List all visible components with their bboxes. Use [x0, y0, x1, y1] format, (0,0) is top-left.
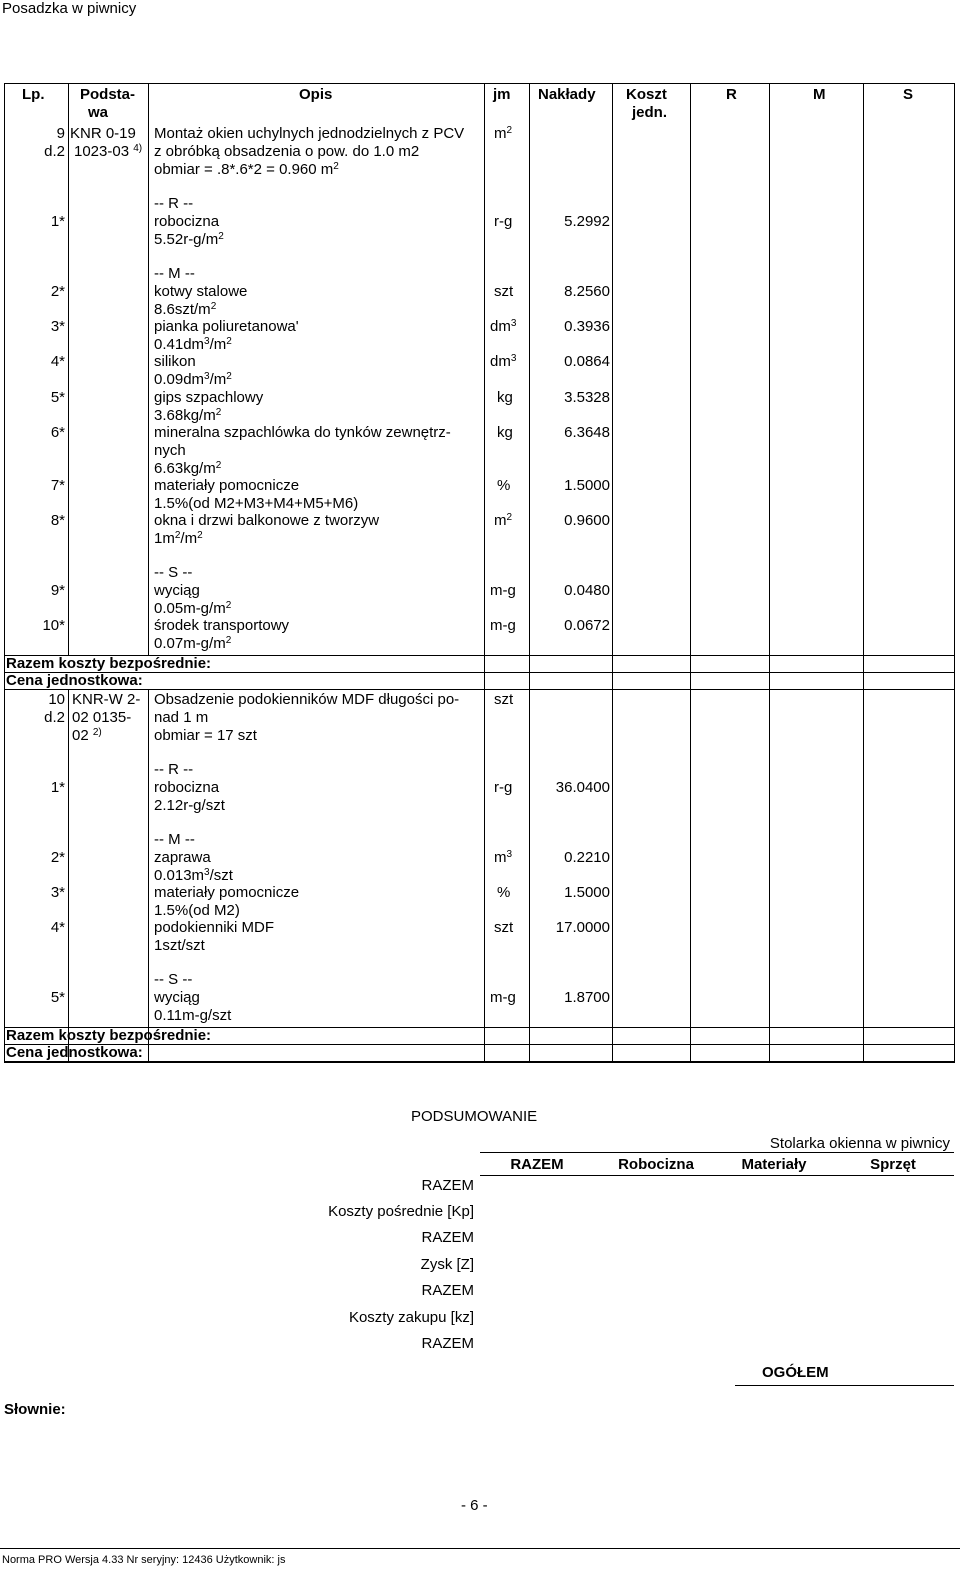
item-base-sup: 4)	[133, 143, 143, 154]
section-s: -- S --	[154, 564, 193, 581]
row-norm-sup: 2	[210, 301, 217, 312]
item-base: KNR 0-19	[70, 125, 136, 142]
row-norm: 1szt/szt	[154, 937, 205, 954]
item-desc-3-sup: 2	[333, 161, 339, 172]
item-base-2: 1023-03	[74, 143, 130, 160]
row-norm: 0.09dm	[154, 371, 205, 388]
row-jm: %	[497, 477, 511, 494]
item-base-2: 02 0135-	[72, 709, 132, 726]
row-lp: 8*	[50, 512, 65, 529]
row-norm-tail: /m	[180, 530, 198, 547]
row-norm-tail-sup: 2	[226, 371, 232, 382]
row-value: 5.2992	[564, 213, 610, 230]
summary-row: Zysk [Z]	[420, 1256, 474, 1273]
header-r: R	[726, 86, 737, 103]
row-norm: 2.12r-g/szt	[154, 797, 225, 814]
row-jm-sup: 2	[506, 512, 513, 523]
row-norm: 0.41dm	[154, 336, 205, 353]
row-jm: r-g	[494, 779, 513, 796]
row-norm-sup: 3	[204, 867, 210, 878]
footer: Norma PRO Wersja 4.33 Nr seryjny: 12436 Użytkownik: js	[2, 1554, 286, 1566]
page-title: Posadzka w piwnicy	[2, 0, 137, 17]
row-value: 1.5000	[564, 477, 610, 494]
row-lp: 2*	[50, 283, 65, 300]
page-number: - 6 -	[461, 1497, 488, 1514]
razem-koszty: Razem koszty bezpośrednie:	[6, 1027, 212, 1044]
row-lp: 4*	[50, 919, 65, 936]
row-lp: 5*	[50, 389, 65, 406]
row-norm: 8.6szt/m	[154, 301, 211, 318]
item-number-suffix: d.2	[44, 709, 65, 726]
row-norm: 5.52r-g/m	[154, 231, 219, 248]
row-name: robocizna	[154, 779, 220, 796]
summary-row: RAZEM	[421, 1282, 474, 1299]
row-norm-sup: 2	[215, 407, 222, 418]
cena-jednostkowa: Cena jednostkowa:	[6, 672, 143, 689]
row-value: 0.2210	[564, 849, 610, 866]
item-desc-3: obmiar = 17 szt	[154, 727, 257, 744]
row-lp: 3*	[50, 318, 65, 335]
header-naklady: Nakłady	[538, 86, 596, 103]
row-jm: m	[494, 512, 507, 529]
row-name: okna i drzwi balkonowe z tworzyw	[154, 512, 380, 529]
row-norm-sup: 2	[225, 600, 232, 611]
row-name: podokienniki MDF	[154, 919, 275, 936]
row-lp: 5*	[50, 989, 65, 1006]
row-name: materiały pomocnicze	[154, 477, 300, 494]
header-koszt-2: jedn.	[632, 104, 668, 121]
row-name: zaprawa	[154, 849, 211, 866]
item-number-suffix: d.2	[44, 143, 65, 160]
header-m: M	[813, 86, 826, 103]
row-norm-sup: 2	[225, 635, 232, 646]
item-base-3: 02	[72, 727, 89, 744]
summary-col-razem: RAZEM	[510, 1156, 564, 1173]
item-desc-2: nad 1 m	[154, 709, 209, 726]
row-norm: 6.63kg/m	[154, 460, 216, 477]
item-desc: Obsadzenie podokienników MDF długości po-	[154, 691, 460, 708]
item-base: KNR-W 2-	[72, 691, 141, 708]
header-jm: jm	[493, 86, 511, 103]
row-norm: 0.07m-g/m	[154, 635, 226, 652]
row-name: materiały pomocnicze	[154, 884, 300, 901]
row-jm: m-g	[490, 989, 516, 1006]
row-jm: %	[497, 884, 511, 901]
row-jm: m-g	[490, 617, 516, 634]
row-norm-tail: /m	[209, 371, 227, 388]
row-jm-sup: 3	[506, 849, 513, 860]
row-value: 0.0864	[564, 353, 610, 370]
row-value: 3.5328	[564, 389, 610, 406]
row-value: 1.5000	[564, 884, 610, 901]
summary-row: Koszty pośrednie [Kp]	[328, 1203, 474, 1220]
item-number: 10	[48, 691, 65, 708]
summary-row: Koszty zakupu [kz]	[348, 1309, 474, 1326]
item-desc-3: obmiar = .8*.6*2 = 0.960 m	[154, 161, 334, 178]
item-base-sup: 2)	[92, 727, 102, 738]
row-norm-sup: 2	[218, 231, 224, 242]
row-lp: 6*	[50, 424, 65, 441]
row-name: gips szpachlowy	[154, 389, 264, 406]
header-opis: Opis	[299, 86, 333, 103]
row-jm-sup: 3	[510, 318, 517, 329]
row-value: 8.2560	[564, 283, 610, 300]
row-name: wyciąg	[154, 989, 200, 1006]
section-m: -- M --	[154, 831, 195, 848]
row-value: 17.0000	[555, 919, 610, 936]
row-lp: 10*	[42, 617, 65, 634]
row-norm-sup: 2	[174, 530, 181, 541]
summary-total-label: OGÓŁEM	[762, 1364, 829, 1381]
item-unit: m	[494, 125, 507, 142]
row-jm: r-g	[494, 213, 513, 230]
row-value: 0.0672	[564, 617, 610, 634]
row-lp: 3*	[50, 884, 65, 901]
summary-row: RAZEM	[421, 1335, 474, 1352]
item-unit: szt	[494, 691, 514, 708]
row-norm-sup: 2	[215, 460, 222, 471]
summary-row: RAZEM	[421, 1177, 474, 1194]
row-jm: szt	[494, 919, 514, 936]
row-jm: szt	[494, 283, 514, 300]
row-name: kotwy stalowe	[154, 283, 248, 300]
row-norm-tail-sup: 2	[226, 336, 232, 347]
section-r: -- R --	[154, 761, 194, 778]
section-m: -- M --	[154, 265, 195, 282]
item-desc: Montaż okien uchylnych jednodzielnych z PCV	[154, 125, 465, 142]
row-lp: 9*	[50, 582, 65, 599]
row-jm: m	[494, 849, 507, 866]
row-lp: 7*	[50, 477, 65, 494]
row-value: 0.9600	[564, 512, 610, 529]
summary-col-sprzet: Sprzęt	[870, 1156, 916, 1173]
row-norm: 1.5%(od M2)	[154, 902, 240, 919]
cena-jednostkowa: Cena jednostkowa:	[6, 1044, 143, 1061]
row-name: pianka poliuretanowa'	[154, 318, 299, 335]
row-value: 0.3936	[564, 318, 610, 335]
item-unit-sup: 2	[506, 125, 513, 136]
row-lp: 2*	[50, 849, 65, 866]
row-norm: 3.68kg/m	[154, 407, 216, 424]
row-jm: kg	[497, 424, 513, 441]
row-jm: dm	[490, 353, 511, 370]
item-desc-2: z obróbką obsadzenia o pow. do 1.0 m2	[154, 143, 420, 160]
summary-project: Stolarka okienna w piwnicy	[769, 1135, 950, 1152]
row-jm: m-g	[490, 582, 516, 599]
header-koszt: Koszt	[626, 86, 667, 103]
row-norm: 1m	[154, 530, 175, 547]
row-norm-tail: /m	[209, 336, 227, 353]
row-name: robocizna	[154, 213, 220, 230]
row-name: mineralna szpachlówka do tynków zewnętrz-	[154, 424, 451, 441]
header-podstawa-2: wa	[88, 104, 109, 121]
row-value: 6.3648	[564, 424, 610, 441]
row-norm-tail-sup: 2	[197, 530, 203, 541]
row-lp: 1*	[50, 213, 65, 230]
row-name-2: nych	[154, 442, 186, 459]
row-value: 0.0480	[564, 582, 610, 599]
row-name: silikon	[154, 353, 196, 370]
slownie-label: Słownie:	[4, 1401, 66, 1418]
row-lp: 4*	[50, 353, 65, 370]
razem-koszty: Razem koszty bezpośrednie:	[6, 655, 212, 672]
row-norm-sup: 3	[204, 371, 210, 382]
row-norm: 1.5%(od M2+M3+M4+M5+M6)	[154, 495, 359, 512]
summary-row: RAZEM	[421, 1229, 474, 1246]
row-jm-sup: 3	[510, 353, 517, 364]
row-jm: dm	[490, 318, 511, 335]
section-r: -- R --	[154, 195, 194, 212]
header-podstawa: Podsta-	[80, 86, 136, 103]
summary-col-robocizna: Robocizna	[618, 1156, 694, 1173]
row-norm: 0.05m-g/m	[154, 600, 226, 617]
row-norm-sup: 3	[204, 336, 210, 347]
section-s: -- S --	[154, 971, 193, 988]
header-lp: Lp.	[22, 86, 45, 103]
row-norm: 0.013m	[154, 867, 205, 884]
row-jm: kg	[497, 389, 513, 406]
row-value: 1.8700	[564, 989, 610, 1006]
header-s: S	[903, 86, 914, 103]
row-lp: 1*	[50, 779, 65, 796]
row-value: 36.0400	[555, 779, 610, 796]
item-number: 9	[56, 125, 65, 142]
row-norm: 0.11m-g/szt	[154, 1007, 232, 1024]
summary-col-materialy: Materiały	[741, 1156, 807, 1173]
row-norm-tail: /szt	[209, 867, 233, 884]
summary-title: PODSUMOWANIE	[411, 1108, 538, 1125]
row-name: środek transportowy	[154, 617, 290, 634]
row-name: wyciąg	[154, 582, 200, 599]
